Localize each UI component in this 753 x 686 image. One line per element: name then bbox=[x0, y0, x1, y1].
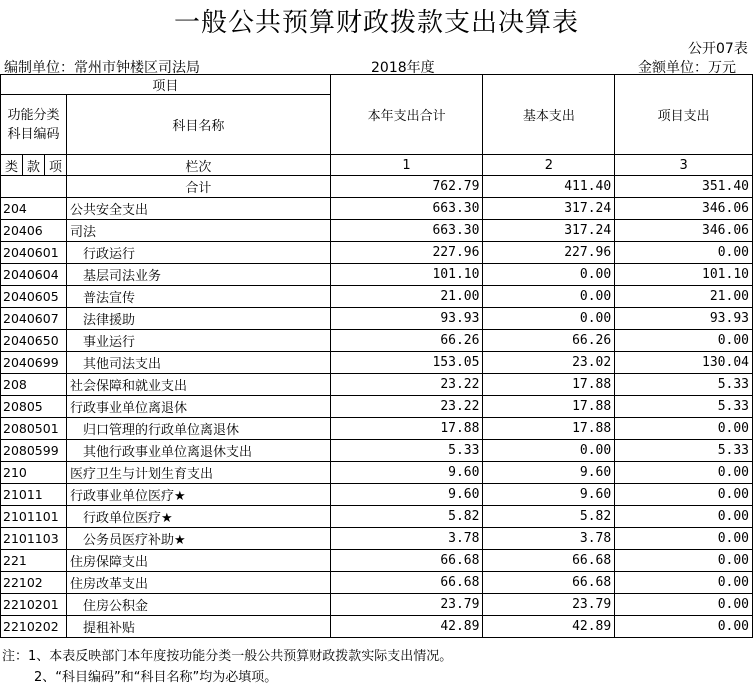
subject-code: 22102 bbox=[1, 572, 67, 594]
total-value: 66.68 bbox=[330, 550, 483, 572]
basic-value: 66.68 bbox=[483, 572, 615, 594]
total-value: 5.33 bbox=[330, 440, 483, 462]
total-label: 合计 bbox=[66, 176, 330, 198]
subject-name: 归口管理的行政单位离退休 bbox=[66, 418, 330, 440]
project-exp-header: 项目支出 bbox=[615, 75, 753, 155]
basic-value: 227.96 bbox=[483, 242, 615, 264]
expenditure-table bbox=[0, 74, 753, 638]
table-row bbox=[1, 506, 753, 528]
subject-code: 2040605 bbox=[1, 286, 67, 308]
kuan-header: 款 bbox=[22, 155, 44, 176]
basic-value: 0.00 bbox=[483, 440, 615, 462]
project-value: 0.00 bbox=[615, 330, 753, 352]
total-project: 351.40 bbox=[615, 176, 753, 198]
note-2: 2、“科目编码”和“科目名称”均为必填项。 bbox=[34, 670, 278, 685]
total-value: 17.88 bbox=[330, 418, 483, 440]
subject-name: 医疗卫生与计划生育支出 bbox=[66, 462, 330, 484]
basic-value: 66.26 bbox=[483, 330, 615, 352]
subject-name: 住房保障支出 bbox=[66, 550, 330, 572]
total-value: 66.68 bbox=[330, 572, 483, 594]
project-value: 0.00 bbox=[615, 506, 753, 528]
table-row bbox=[1, 484, 753, 506]
subject-name: 行政事业单位离退休 bbox=[66, 396, 330, 418]
total-value: 3.78 bbox=[330, 528, 483, 550]
subject-name: 行政单位医疗★ bbox=[66, 506, 330, 528]
table-row bbox=[1, 352, 753, 374]
project-value: 101.10 bbox=[615, 264, 753, 286]
subject-code: 2101101 bbox=[1, 506, 67, 528]
total-value: 93.93 bbox=[330, 308, 483, 330]
note-1: 注：1、本表反映部门本年度按功能分类一般公共预算财政拨款实际支出情况。 bbox=[2, 649, 453, 664]
item-header: 项目 bbox=[1, 75, 331, 95]
total-value: 42.89 bbox=[330, 616, 483, 638]
project-value: 5.33 bbox=[615, 396, 753, 418]
table-row bbox=[1, 462, 753, 484]
total-exp-header: 本年支出合计 bbox=[330, 75, 483, 155]
subject-code: 2080599 bbox=[1, 440, 67, 462]
subject-name: 公务员医疗补助★ bbox=[66, 528, 330, 550]
subject-name: 行政运行 bbox=[66, 242, 330, 264]
subject-code: 221 bbox=[1, 550, 67, 572]
subject-name: 司法 bbox=[66, 220, 330, 242]
total-value: 663.30 bbox=[330, 198, 483, 220]
basic-value: 5.82 bbox=[483, 506, 615, 528]
subject-code: 2210201 bbox=[1, 594, 67, 616]
lei-header: 类 bbox=[1, 155, 23, 176]
total-value: 9.60 bbox=[330, 484, 483, 506]
subject-code: 210 bbox=[1, 462, 67, 484]
table-row bbox=[1, 308, 753, 330]
subject-code: 208 bbox=[1, 374, 67, 396]
subject-code: 20805 bbox=[1, 396, 67, 418]
total-value: 23.79 bbox=[330, 594, 483, 616]
table-row bbox=[1, 396, 753, 418]
basic-value: 317.24 bbox=[483, 198, 615, 220]
subject-code: 2080501 bbox=[1, 418, 67, 440]
col-2-no: 2 bbox=[483, 155, 615, 176]
subject-name-header: 科目名称 bbox=[66, 95, 330, 155]
func-code-header: 功能分类科目编码 bbox=[1, 95, 67, 155]
table-row bbox=[1, 572, 753, 594]
total-value: 5.82 bbox=[330, 506, 483, 528]
subject-code: 20406 bbox=[1, 220, 67, 242]
basic-value: 17.88 bbox=[483, 418, 615, 440]
project-value: 346.06 bbox=[615, 220, 753, 242]
subject-name: 法律援助 bbox=[66, 308, 330, 330]
table-row bbox=[1, 286, 753, 308]
project-value: 0.00 bbox=[615, 594, 753, 616]
subject-name: 普法宣传 bbox=[66, 286, 330, 308]
subject-code: 2040601 bbox=[1, 242, 67, 264]
subject-name: 其他司法支出 bbox=[66, 352, 330, 374]
total-value: 23.22 bbox=[330, 374, 483, 396]
project-value: 5.33 bbox=[615, 374, 753, 396]
table-row bbox=[1, 264, 753, 286]
basic-value: 317.24 bbox=[483, 220, 615, 242]
project-value: 0.00 bbox=[615, 242, 753, 264]
basic-value: 0.00 bbox=[483, 264, 615, 286]
total-value: 663.30 bbox=[330, 220, 483, 242]
project-value: 93.93 bbox=[615, 308, 753, 330]
basic-value: 3.78 bbox=[483, 528, 615, 550]
subject-code: 2040650 bbox=[1, 330, 67, 352]
basic-value: 42.89 bbox=[483, 616, 615, 638]
basic-value: 0.00 bbox=[483, 286, 615, 308]
table-row bbox=[1, 220, 753, 242]
total-value: 21.00 bbox=[330, 286, 483, 308]
subject-code: 2101103 bbox=[1, 528, 67, 550]
total-value: 153.05 bbox=[330, 352, 483, 374]
total-value: 9.60 bbox=[330, 462, 483, 484]
subject-code: 2040604 bbox=[1, 264, 67, 286]
subject-code: 21011 bbox=[1, 484, 67, 506]
subject-code: 204 bbox=[1, 198, 67, 220]
fiscal-year: 2018年度 bbox=[371, 60, 435, 76]
subject-code: 2210202 bbox=[1, 616, 67, 638]
column-no-label: 栏次 bbox=[66, 155, 330, 176]
basic-value: 66.68 bbox=[483, 550, 615, 572]
subject-code: 2040607 bbox=[1, 308, 67, 330]
subject-name: 住房改革支出 bbox=[66, 572, 330, 594]
basic-exp-header: 基本支出 bbox=[483, 75, 615, 155]
total-value: 23.22 bbox=[330, 396, 483, 418]
report-title: 一般公共预算财政拨款支出决算表 bbox=[173, 8, 579, 38]
table-row bbox=[1, 374, 753, 396]
table-row bbox=[1, 616, 753, 638]
project-value: 21.00 bbox=[615, 286, 753, 308]
project-value: 130.04 bbox=[615, 352, 753, 374]
project-value: 5.33 bbox=[615, 440, 753, 462]
project-value: 0.00 bbox=[615, 528, 753, 550]
table-row bbox=[1, 440, 753, 462]
table-row bbox=[1, 242, 753, 264]
basic-value: 23.79 bbox=[483, 594, 615, 616]
subject-name: 住房公积金 bbox=[66, 594, 330, 616]
basic-value: 0.00 bbox=[483, 308, 615, 330]
project-value: 0.00 bbox=[615, 572, 753, 594]
project-value: 346.06 bbox=[615, 198, 753, 220]
subject-code: 2040699 bbox=[1, 352, 67, 374]
subject-name: 行政事业单位医疗★ bbox=[66, 484, 330, 506]
table-row bbox=[1, 594, 753, 616]
xiang-header: 项 bbox=[44, 155, 66, 176]
total-total: 762.79 bbox=[330, 176, 483, 198]
subject-name: 社会保障和就业支出 bbox=[66, 374, 330, 396]
basic-value: 17.88 bbox=[483, 396, 615, 418]
project-value: 0.00 bbox=[615, 484, 753, 506]
total-value: 66.26 bbox=[330, 330, 483, 352]
basic-value: 23.02 bbox=[483, 352, 615, 374]
project-value: 0.00 bbox=[615, 462, 753, 484]
subject-name: 公共安全支出 bbox=[66, 198, 330, 220]
basic-value: 9.60 bbox=[483, 484, 615, 506]
total-row bbox=[1, 176, 753, 198]
table-row bbox=[1, 418, 753, 440]
subject-name: 其他行政事业单位离退休支出 bbox=[66, 440, 330, 462]
table-row bbox=[1, 330, 753, 352]
table-id: 公开07表 bbox=[688, 41, 748, 57]
subject-name: 基层司法业务 bbox=[66, 264, 330, 286]
table-row bbox=[1, 550, 753, 572]
compiling-unit: 编制单位：常州市钟楼区司法局 bbox=[4, 60, 200, 76]
basic-value: 9.60 bbox=[483, 462, 615, 484]
col-1-no: 1 bbox=[330, 155, 483, 176]
subject-name: 事业运行 bbox=[66, 330, 330, 352]
total-value: 101.10 bbox=[330, 264, 483, 286]
project-value: 0.00 bbox=[615, 616, 753, 638]
amount-unit: 金额单位：万元 bbox=[638, 60, 736, 76]
basic-value: 17.88 bbox=[483, 374, 615, 396]
total-value: 227.96 bbox=[330, 242, 483, 264]
table-row bbox=[1, 528, 753, 550]
project-value: 0.00 bbox=[615, 418, 753, 440]
project-value: 0.00 bbox=[615, 550, 753, 572]
col-3-no: 3 bbox=[615, 155, 753, 176]
total-basic: 411.40 bbox=[483, 176, 615, 198]
subject-name: 提租补贴 bbox=[66, 616, 330, 638]
table-row bbox=[1, 198, 753, 220]
